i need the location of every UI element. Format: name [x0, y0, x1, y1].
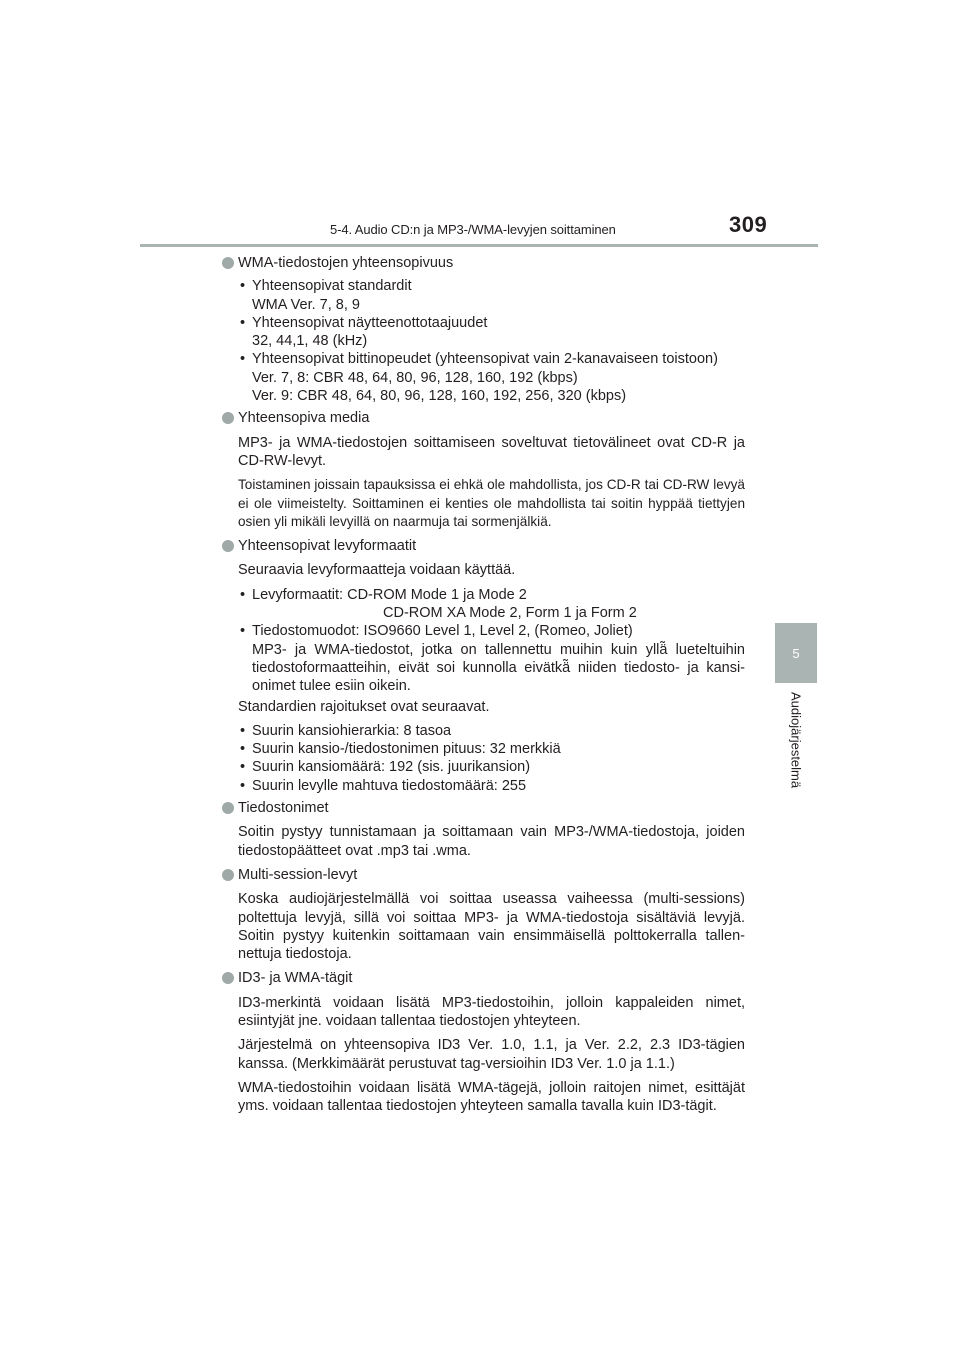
heading-text: Tiedostonimet: [238, 800, 329, 817]
list-marker: •: [240, 586, 246, 603]
paragraph: Soitin pystyy tunnistamaan ja soittamaan vain MP3-/WMA-tiedostoja, joiden tiedostopäätteet ovat .mp3 tai .wma.: [238, 824, 745, 859]
chapter-tab: [775, 623, 817, 683]
list-item: [222, 740, 745, 758]
page-number: 309: [729, 212, 768, 237]
list-item: [222, 777, 745, 795]
bullet-icon: [222, 869, 234, 881]
list-marker: •: [240, 278, 246, 295]
paragraph: WMA-tiedostoihin voidaan lisätä WMA-tägejä, jolloin raitojen nimet, esittäjät yms. voidaan tallentaa tiedostojen yhteyteen samalla tavalla kuin ID3-tägit.: [238, 1079, 745, 1115]
list-item-detail: Ver. 7, 8: CBR 48, 64, 80, 96, 128, 160, 192 (kbps): [252, 369, 578, 386]
list-item-text: Suurin kansiomäärä: 192 (sis. juurikansion): [252, 759, 531, 776]
heading-text: Yhteensopiva media: [238, 410, 370, 427]
chapter-number: 5: [792, 645, 800, 661]
list-item-detail: CD-ROM XA Mode 2, Form 1 ja Form 2: [383, 605, 637, 622]
heading-text: WMA-tiedostojen yhteensopivuus: [238, 255, 454, 271]
section-heading: [222, 537, 745, 555]
header-divider: [140, 244, 818, 247]
list-marker: •: [240, 314, 246, 331]
section-heading: [222, 799, 745, 817]
section-formats: [222, 537, 745, 795]
list-item: [222, 314, 745, 332]
list-item-text: Tiedostomuodot: ISO9660 Level 1, Level 2, (Romeo, Joliet): [252, 623, 633, 640]
list-item-text: Levyformaatit: CD-ROM Mode 1 ja Mode 2: [252, 586, 527, 603]
list-item: [222, 722, 745, 740]
paragraph: Standardien rajoitukset ovat seuraavat.: [238, 698, 490, 715]
bullet-icon: [222, 412, 234, 424]
paragraph: Järjestelmä on yhteensopiva ID3 Ver. 1.0, 1.1, ja Ver. 2.2, 2.3 ID3-tägien kanssa. (Merkkimäärät perustuvat tag-versioihin ID3 Ver. 1.0 ja 1.1.): [238, 1037, 745, 1072]
list-item: [222, 758, 745, 776]
list-item-detail: WMA Ver. 7, 8, 9: [252, 296, 360, 313]
bullet-icon: [222, 257, 234, 269]
paragraph: ID3-merkintä voidaan lisätä MP3-tiedostoihin, jolloin kappaleiden nimet, esiintyjät jne. voidaan tallentaa tiedostojen yhteyteen.: [238, 994, 745, 1029]
list-item: [222, 622, 745, 640]
list-marker: •: [240, 623, 246, 640]
list-item-detail: Ver. 9: CBR 48, 64, 80, 96, 128, 160, 192, 256, 320 (kbps): [252, 388, 627, 405]
list-item: [222, 277, 745, 295]
list-item-text: Yhteensopivat standardit: [252, 278, 412, 295]
list-item-detail: MP3- ja WMA-tiedostot, jotka on tallennettu muihin kuin yllä̃ lueteltuihin tiedostoformaatteihin, eivät soi kunnolla eivätkä̃ niiden tiedosto- ja kansi-onimet tulee esiin oikein.: [252, 641, 745, 695]
bullet-icon: [222, 972, 234, 984]
chapter-label: Audiojärjestelmä: [788, 692, 804, 789]
list-marker: •: [240, 351, 246, 368]
page-header: [0, 0, 960, 250]
section-heading: [222, 254, 745, 272]
page-content: [222, 254, 745, 1115]
section-title: 5-4. Audio CD:n ja MP3-/WMA-levyjen soittaminen: [330, 222, 616, 237]
list-item-detail: 32, 44,1, 48 (kHz): [252, 333, 368, 350]
list-item-text: Suurin kansio-/tiedostonimen pituus: 32 merkkiä: [252, 741, 561, 758]
list-marker: •: [240, 741, 246, 758]
section-tags: [222, 969, 745, 1115]
section-heading: [222, 866, 745, 884]
section-media: [222, 409, 745, 531]
list-item-text: Yhteensopivat näytteenottotaajuudet: [252, 314, 488, 331]
list-item: [222, 350, 745, 368]
bullet-icon: [222, 540, 234, 552]
bullet-icon: [222, 802, 234, 814]
list-marker: •: [240, 722, 246, 739]
section-wma: [222, 254, 745, 405]
list-item-text: Suurin levylle mahtuva tiedostomäärä: 255: [252, 777, 527, 794]
section-filenames: [222, 799, 745, 860]
paragraph: Koska audiojärjestelmällä voi soittaa useassa vaiheessa (multi-sessions) poltettuja levyjä, sillä voi soittaa MP3- ja WMA-tiedostoja sisältäviä levyjä. Soitin pystyy kuitenkin soittamaan vain ensimmäisellä polttokerralla tallen-nettuja tiedostoja.: [238, 891, 745, 963]
list-item: [222, 586, 745, 604]
list-item-text: Yhteensopivat bittinopeudet (yhteensopivat vain 2-kanavaiseen toistoon): [252, 351, 718, 368]
heading-text: Yhteensopivat levyformaatit: [238, 538, 417, 555]
section-heading: [222, 969, 745, 987]
heading-text: ID3- ja WMA-tägit: [238, 970, 353, 987]
paragraph: Seuraavia levyformaatteja voidaan käyttää.: [238, 562, 516, 579]
list-item-text: Suurin kansiohierarkia: 8 tasoa: [252, 722, 452, 739]
heading-text: Multi-session-levyt: [238, 866, 358, 883]
section-heading: [222, 409, 745, 427]
list-marker: •: [240, 777, 246, 794]
paragraph: Toistaminen joissain tapauksissa ei ehkä ole mahdollista, jos CD-R tai CD-RW levyä ei ole viimeistelty. Soittaminen ei kenties ole mahdollista tai soitin hyppää tiettyjen osien yli mikäli levyillä on naarmuja tai sormenjälkiä.: [238, 477, 745, 529]
section-multisession: [222, 866, 745, 963]
paragraph: MP3- ja WMA-tiedostojen soittamiseen soveltuvat tietovälineet ovat CD-R ja CD-RW-levyt.: [238, 434, 745, 469]
list-marker: •: [240, 759, 246, 776]
